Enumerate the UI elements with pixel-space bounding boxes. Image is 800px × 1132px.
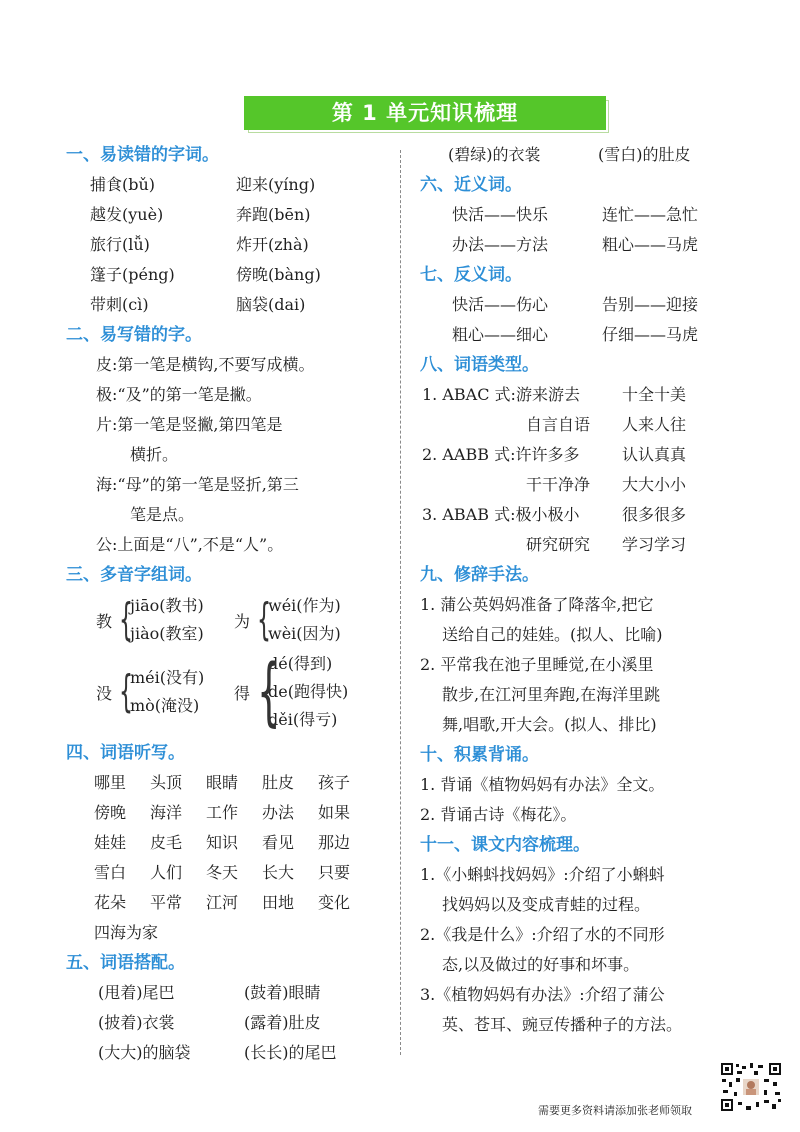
misread-word: 迎来(yíng): [236, 175, 316, 194]
section-3-heading: 三、多音字组词。: [66, 565, 202, 585]
polyphone-option: jiào(教室): [130, 624, 204, 643]
collocations-list: [66, 978, 396, 1068]
misread-word: 奔跑(bēn): [236, 205, 311, 224]
dictation-word: 雪白: [94, 863, 127, 882]
recitation-line: 1. 背诵《植物妈妈有办法》全文。: [420, 775, 665, 794]
recitation-line: 2. 背诵古诗《梅花》。: [420, 805, 577, 824]
dictation-word: 办法: [262, 803, 295, 822]
misread-word: 越发(yuè): [90, 205, 164, 224]
brace-icon: {: [257, 594, 271, 645]
dictation-word: 人们: [150, 863, 183, 882]
section-8-heading: 八、词语类型。: [420, 355, 539, 375]
word-type-example: 大大小小: [622, 475, 687, 494]
polyphone-char: 教: [96, 611, 113, 631]
antonym-pair: 告别——迎接: [602, 295, 699, 314]
page-title: 第 1 单元知识梳理: [331, 101, 519, 125]
misread-word: 脑袋(dai): [236, 295, 306, 314]
dictation-word: 头顶: [150, 773, 183, 792]
dictation-word: 孩子: [318, 773, 351, 792]
section-4-heading: 四、词语听写。: [66, 743, 185, 763]
note-line: 笔是点。: [130, 505, 195, 524]
antonym-pair: 仔细——马虎: [602, 325, 699, 344]
polyphone-jiao: [96, 592, 228, 648]
misread-word: 带刺(cì): [90, 295, 149, 314]
note-line: 海:“母”的第一笔是竖折,第三: [96, 475, 299, 494]
dictation-word: 工作: [206, 803, 239, 822]
section-6-heading: 六、近义词。: [420, 175, 522, 195]
word-type-example: 干干净净: [526, 475, 591, 494]
collocation: (大大)的脑袋: [98, 1043, 191, 1062]
dictation-word: 眼睛: [206, 773, 239, 792]
synonym-pair: 办法——方法: [452, 235, 549, 254]
right-column: [420, 140, 740, 1040]
word-type-example: 1. ABAC 式:游来游去: [422, 385, 580, 404]
rhetoric-line: 送给自己的娃娃。(拟人、比喻): [442, 625, 663, 644]
misread-words-list: [66, 170, 396, 320]
polyphone-char: 为: [234, 611, 251, 631]
polyphone-char: 得: [234, 683, 251, 703]
lesson-summary-list: [420, 860, 740, 1040]
rhetoric-list: [420, 590, 740, 740]
polyphone-char: 没: [96, 683, 113, 703]
synonym-pair: 快活——快乐: [452, 205, 549, 224]
rhetoric-line: 舞,唱歌,开大会。(拟人、排比): [442, 715, 657, 734]
rhetoric-line: 1. 蒲公英妈妈准备了降落伞,把它: [420, 595, 654, 614]
collocation: (披着)衣裳: [98, 1013, 175, 1032]
dictation-word: 皮毛: [150, 833, 183, 852]
section-5-heading: 五、词语搭配。: [66, 953, 185, 973]
section-1-heading: 一、易读错的字词。: [66, 145, 219, 165]
dictation-word: 傍晚: [94, 803, 127, 822]
summary-line: 英、苍耳、豌豆传播种子的方法。: [442, 1015, 683, 1034]
polyphone-option: méi(没有): [130, 668, 205, 687]
collocations-continued: [420, 140, 740, 170]
polyphone-wei: [234, 592, 341, 648]
collocation: (甩着)尾巴: [98, 983, 175, 1002]
polyphone-option: de(跑得快): [268, 682, 349, 701]
left-column: [66, 140, 396, 1068]
note-line: 公:上面是“八”,不是“人”。: [96, 535, 284, 554]
polyphone-option: wèi(因为): [268, 624, 341, 643]
dictation-word: 海洋: [150, 803, 183, 822]
dictation-word: 田地: [262, 893, 295, 912]
dictation-word: 看见: [262, 833, 295, 852]
polyphone-row-1: [66, 590, 396, 650]
misread-word: 捕食(bǔ): [90, 175, 156, 194]
dictation-word: 花朵: [94, 893, 127, 912]
polyphone-option: dé(得到): [268, 654, 333, 673]
recitation-list: [420, 770, 740, 830]
dictation-word: 平常: [150, 893, 183, 912]
column-divider: [400, 150, 401, 1055]
word-type-example: 十全十美: [622, 385, 687, 404]
word-type-example: 认认真真: [622, 445, 687, 464]
polyphone-option: jiāo(教书): [130, 596, 204, 615]
misread-word: 炸开(zhà): [236, 235, 309, 254]
dictation-word: 肚皮: [262, 773, 295, 792]
word-type-example: 自言自语: [526, 415, 591, 434]
polyphone-option: mò(淹没): [130, 696, 200, 715]
polyphone-de: [234, 650, 348, 734]
dictation-word: 知识: [206, 833, 239, 852]
polyphone-mo: [96, 664, 228, 720]
dictation-word: 如果: [318, 803, 351, 822]
word-type-example: 学习学习: [622, 535, 687, 554]
section-7-heading: 七、反义词。: [420, 265, 522, 285]
summary-line: 2.《我是什么》:介绍了水的不同形: [420, 925, 665, 944]
collocation: (露着)肚皮: [244, 1013, 321, 1032]
antonyms-list: [420, 290, 740, 350]
brace-icon: {: [119, 594, 133, 645]
qr-code-icon: [720, 1062, 782, 1112]
word-types-list: [420, 380, 740, 560]
misread-word: 傍晚(bàng): [236, 265, 321, 284]
word-type-example: 2. AABB 式:许许多多: [422, 445, 580, 464]
section-9-heading: 九、修辞手法。: [420, 565, 539, 585]
summary-line: 找妈妈以及变成青蛙的过程。: [442, 895, 651, 914]
section-2-heading: 二、易写错的字。: [66, 325, 202, 345]
synonym-pair: 连忙——急忙: [602, 205, 699, 224]
section-11-heading: 十一、课文内容梳理。: [420, 835, 590, 855]
note-line: 横折。: [130, 445, 179, 464]
dictation-word: 四海为家: [94, 923, 159, 942]
misread-word: 旅行(lǚ): [90, 235, 150, 254]
rhetoric-line: 2. 平常我在池子里睡觉,在小溪里: [420, 655, 654, 674]
rhetoric-line: 散步,在江河里奔跑,在海洋里跳: [442, 685, 661, 704]
polyphone-option: děi(得亏): [268, 710, 338, 729]
summary-line: 态,以及做过的好事和坏事。: [442, 955, 640, 974]
collocation: (鼓着)眼睛: [244, 983, 321, 1002]
title-banner: [244, 96, 606, 130]
miswritten-chars-list: [66, 350, 396, 560]
brace-icon: {: [119, 666, 133, 717]
dictation-word: 长大: [262, 863, 295, 882]
dictation-word: 只要: [318, 863, 351, 882]
brace-icon: {: [257, 649, 281, 735]
word-type-example: 很多很多: [622, 505, 687, 524]
note-line: 皮:第一笔是横钩,不要写成横。: [96, 355, 315, 374]
summary-line: 1.《小蝌蚪找妈妈》:介绍了小蝌蚪: [420, 865, 665, 884]
dictation-word: 冬天: [206, 863, 239, 882]
antonym-pair: 粗心——细心: [452, 325, 549, 344]
footer-note: 需要更多资料请添加张老师领取: [538, 1104, 692, 1117]
word-type-example: 3. ABAB 式:极小极小: [422, 505, 580, 524]
collocation: (长长)的尾巴: [244, 1043, 337, 1062]
dictation-word: 那边: [318, 833, 351, 852]
dictation-words: [66, 768, 396, 948]
polyphone-option: wéi(作为): [268, 596, 341, 615]
antonym-pair: 快活——伤心: [452, 295, 549, 314]
note-line: 极:“及”的第一笔是撇。: [96, 385, 262, 404]
word-type-example: 研究研究: [526, 535, 591, 554]
dictation-word: 娃娃: [94, 833, 127, 852]
dictation-word: 哪里: [94, 773, 127, 792]
polyphone-row-2: [66, 650, 396, 734]
dictation-word: 江河: [206, 893, 239, 912]
collocation: (雪白)的肚皮: [598, 145, 691, 164]
collocation: (碧绿)的衣裳: [448, 145, 541, 164]
section-10-heading: 十、积累背诵。: [420, 745, 539, 765]
synonym-pair: 粗心——马虎: [602, 235, 699, 254]
misread-word: 篷子(péng): [90, 265, 175, 284]
synonyms-list: [420, 200, 740, 260]
summary-line: 3.《植物妈妈有办法》:介绍了蒲公: [420, 985, 665, 1004]
dictation-word: 变化: [318, 893, 351, 912]
note-line: 片:第一笔是竖撇,第四笔是: [96, 415, 283, 434]
word-type-example: 人来人往: [622, 415, 687, 434]
